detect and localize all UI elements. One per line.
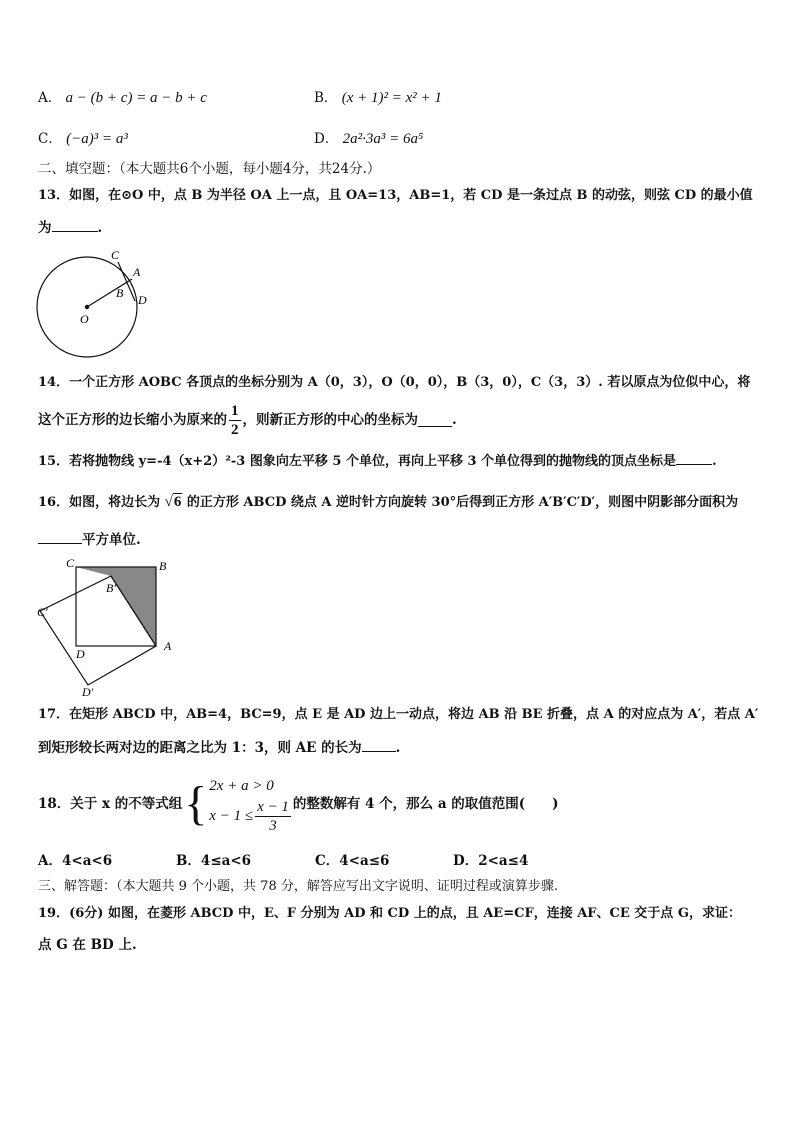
sqrt-six: √6	[164, 494, 182, 510]
q16-square-figure	[34, 554, 184, 698]
label-o: O	[80, 312, 89, 326]
label-c: C	[111, 248, 120, 262]
q13-line2	[38, 219, 102, 237]
q12-option-d	[314, 130, 423, 148]
label-b: B	[159, 559, 167, 573]
q14-line1: 14．一个正方形 AOBC 各顶点的坐标分别为 A（0，3），O（0，0），B（3，0），C（3，3）. 若以原点为位似中心，将	[38, 375, 751, 390]
radius-oa	[87, 279, 132, 307]
label-d: D	[76, 647, 85, 661]
fraction-denominator: 3	[269, 817, 277, 834]
section-heading-fill-in: 二、填空题：（本大题共6个小题，每小题4分，共24分.）	[38, 161, 381, 177]
q16-line1-post: 的正方形 ABCD 绕点 A 逆时针方向旋转 30°后得到正方形 A′B′C′D′，则图中阴影部分面积为	[186, 495, 739, 510]
q17-line2	[38, 739, 400, 757]
q18-option-c	[315, 852, 389, 870]
option-expression: (x + 1)² = x² + 1	[341, 90, 442, 106]
q15-end: .	[712, 454, 717, 469]
q16-line1	[38, 493, 738, 512]
fraction-numerator: x − 1	[257, 798, 289, 815]
option-expression: a − (b + c) = a − b + c	[65, 90, 207, 106]
q13-circle-figure	[34, 244, 164, 360]
q18-line	[38, 772, 559, 836]
label-a: A	[164, 639, 172, 653]
q14-line2-end: .	[452, 412, 457, 428]
answer-blank	[362, 739, 396, 752]
label-b-prime: B′	[106, 581, 116, 595]
q18-option-b	[176, 852, 251, 870]
option-text: 2<a≤4	[478, 853, 529, 869]
inequality-1: 2x + a > 0	[209, 777, 274, 794]
q18-suffix: 的整数解有 4 个，那么 a 的取值范围( )	[292, 796, 559, 812]
label-d-prime: D′	[82, 685, 94, 698]
q12-option-b	[314, 89, 442, 107]
option-label: D．	[314, 131, 339, 147]
inequality-2	[209, 798, 293, 835]
option-label: B．	[176, 853, 201, 869]
fraction-one-half	[229, 402, 241, 439]
q15-text: 15．若将抛物线 y=-4（x+2）²-3 图象向左平移 5 个单位，再向上平移 3 个单位得到的抛物线的顶点坐标是	[38, 454, 677, 469]
q16-line2-text: 平方单位.	[82, 532, 141, 548]
q18-prefix: 18．关于 x 的不等式组	[38, 796, 183, 812]
q16-line1-pre: 16．如图，将边长为	[38, 495, 161, 510]
option-label: B．	[314, 90, 338, 106]
q13-line2-end: .	[97, 220, 103, 236]
option-expression: (−a)³ = a³	[66, 131, 128, 147]
q18-option-a	[38, 852, 112, 870]
q19-line1: 19．(6分) 如图，在菱形 ABCD 中，E、F 分别为 AD 和 CD 上的点，且 AE=CF，连接 AF、CE 交于点 G，求证：	[38, 906, 741, 921]
q13-line1: 13．如图，在⊙O 中，点 B 为半径 OA 上一点，且 OA=13，AB=1，若 CD 是一条过点 B 的动弦，则弦 CD 的最小值	[38, 188, 753, 203]
answer-blank	[38, 531, 82, 544]
q19-line2: 点 G 在 BD 上.	[38, 937, 137, 953]
answer-blank	[418, 414, 452, 427]
q14-line2-pre: 这个正方形的边长缩小为原来的	[38, 412, 227, 428]
q17-line2-text: 到矩形较长两对边的距离之比为 1：3，则 AE 的长为	[38, 740, 362, 756]
inequality-2-fraction	[255, 798, 291, 835]
radicand: 6	[173, 494, 182, 510]
label-a: A	[133, 265, 141, 279]
q17-line1: 17．在矩形 ABCD 中，AB=4，BC=9，点 E 是 AD 边上一动点，将边 AB 沿 BE 折叠，点 A 的对应点为 A′，若点 A′	[38, 707, 759, 722]
shaded-region	[76, 567, 156, 646]
label-c: C	[66, 556, 75, 570]
q18-option-d	[453, 852, 528, 870]
q13-line2-text: 为	[38, 220, 52, 236]
q12-option-c	[38, 130, 128, 148]
q16-line2	[38, 531, 141, 549]
option-text: 4<a≤6	[339, 853, 390, 869]
answer-blank	[52, 219, 98, 232]
q17-line2-end: .	[395, 740, 401, 756]
inequality-2-left: x − 1 ≤	[209, 808, 254, 824]
option-label: C．	[315, 853, 340, 869]
section-heading-solve: 三、解答题：（本大题共 9 个小题，共 78 分，解答应写出文字说明、证明过程或演算步骤.	[38, 879, 558, 894]
fraction-numerator: 1	[231, 402, 239, 419]
option-label: C．	[38, 131, 62, 147]
inequality-system	[209, 774, 293, 835]
label-c-prime: C′	[37, 605, 48, 619]
option-label: D．	[453, 853, 479, 869]
center-dot	[85, 305, 89, 309]
answer-blank	[676, 452, 712, 465]
option-expression: 2a²·3a³ = 6a⁵	[342, 131, 424, 147]
q12-option-a	[38, 89, 207, 107]
q14-line2	[38, 402, 457, 438]
q15-line	[38, 452, 717, 471]
option-text: 4≤a<6	[200, 853, 252, 869]
brace-symbol: {	[184, 777, 208, 830]
option-label: A．	[38, 853, 62, 869]
label-b: B	[116, 286, 124, 300]
fraction-denominator: 2	[231, 421, 239, 438]
option-text: 4<a<6	[61, 853, 113, 869]
option-label: A．	[38, 90, 62, 106]
label-d: D	[138, 293, 147, 307]
q14-line2-post: ，则新正方形的中心的坐标为	[242, 412, 418, 428]
